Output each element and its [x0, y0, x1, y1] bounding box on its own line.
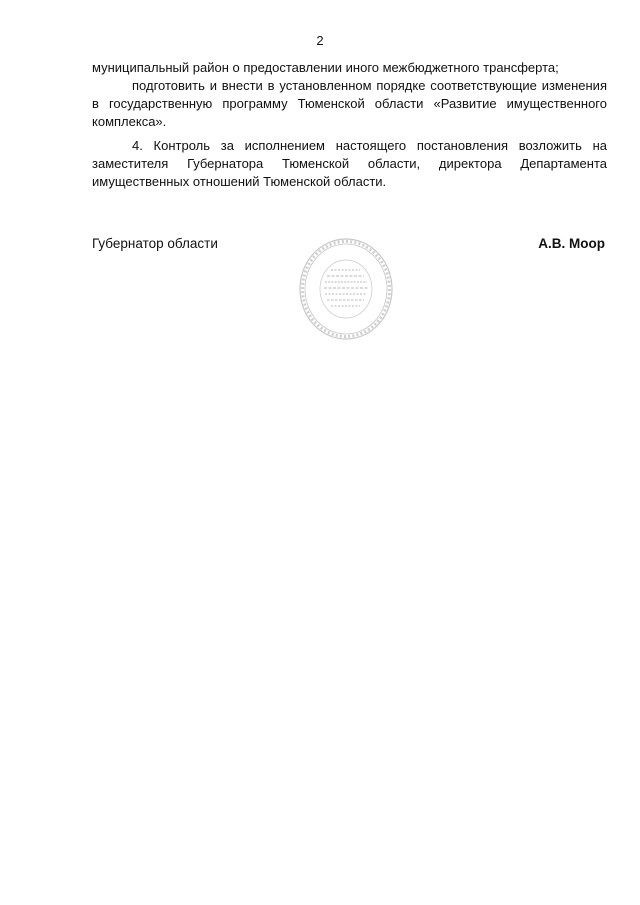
document-body — [92, 59, 607, 191]
paragraph-control: 4. Контроль за исполнением настоящего постановления возложить на заместителя Губернатора Тюменской области, директора Департамента имущественных отношений Тюменской области. — [92, 138, 607, 189]
paragraph-prepare-changes: подготовить и внести в установленном порядке соответствующие изменения в государственную программу Тюменской области «Развитие имущественного комплекса». — [92, 78, 607, 129]
page-number: 2 — [316, 33, 324, 48]
official-seal-icon — [298, 237, 394, 341]
signer-title: Губернатор области — [92, 236, 218, 251]
paragraph-transfer: муниципальный район о предоставлении иного межбюджетного трансферта; — [92, 60, 559, 75]
signer-name: А.В. Моор — [538, 236, 605, 251]
